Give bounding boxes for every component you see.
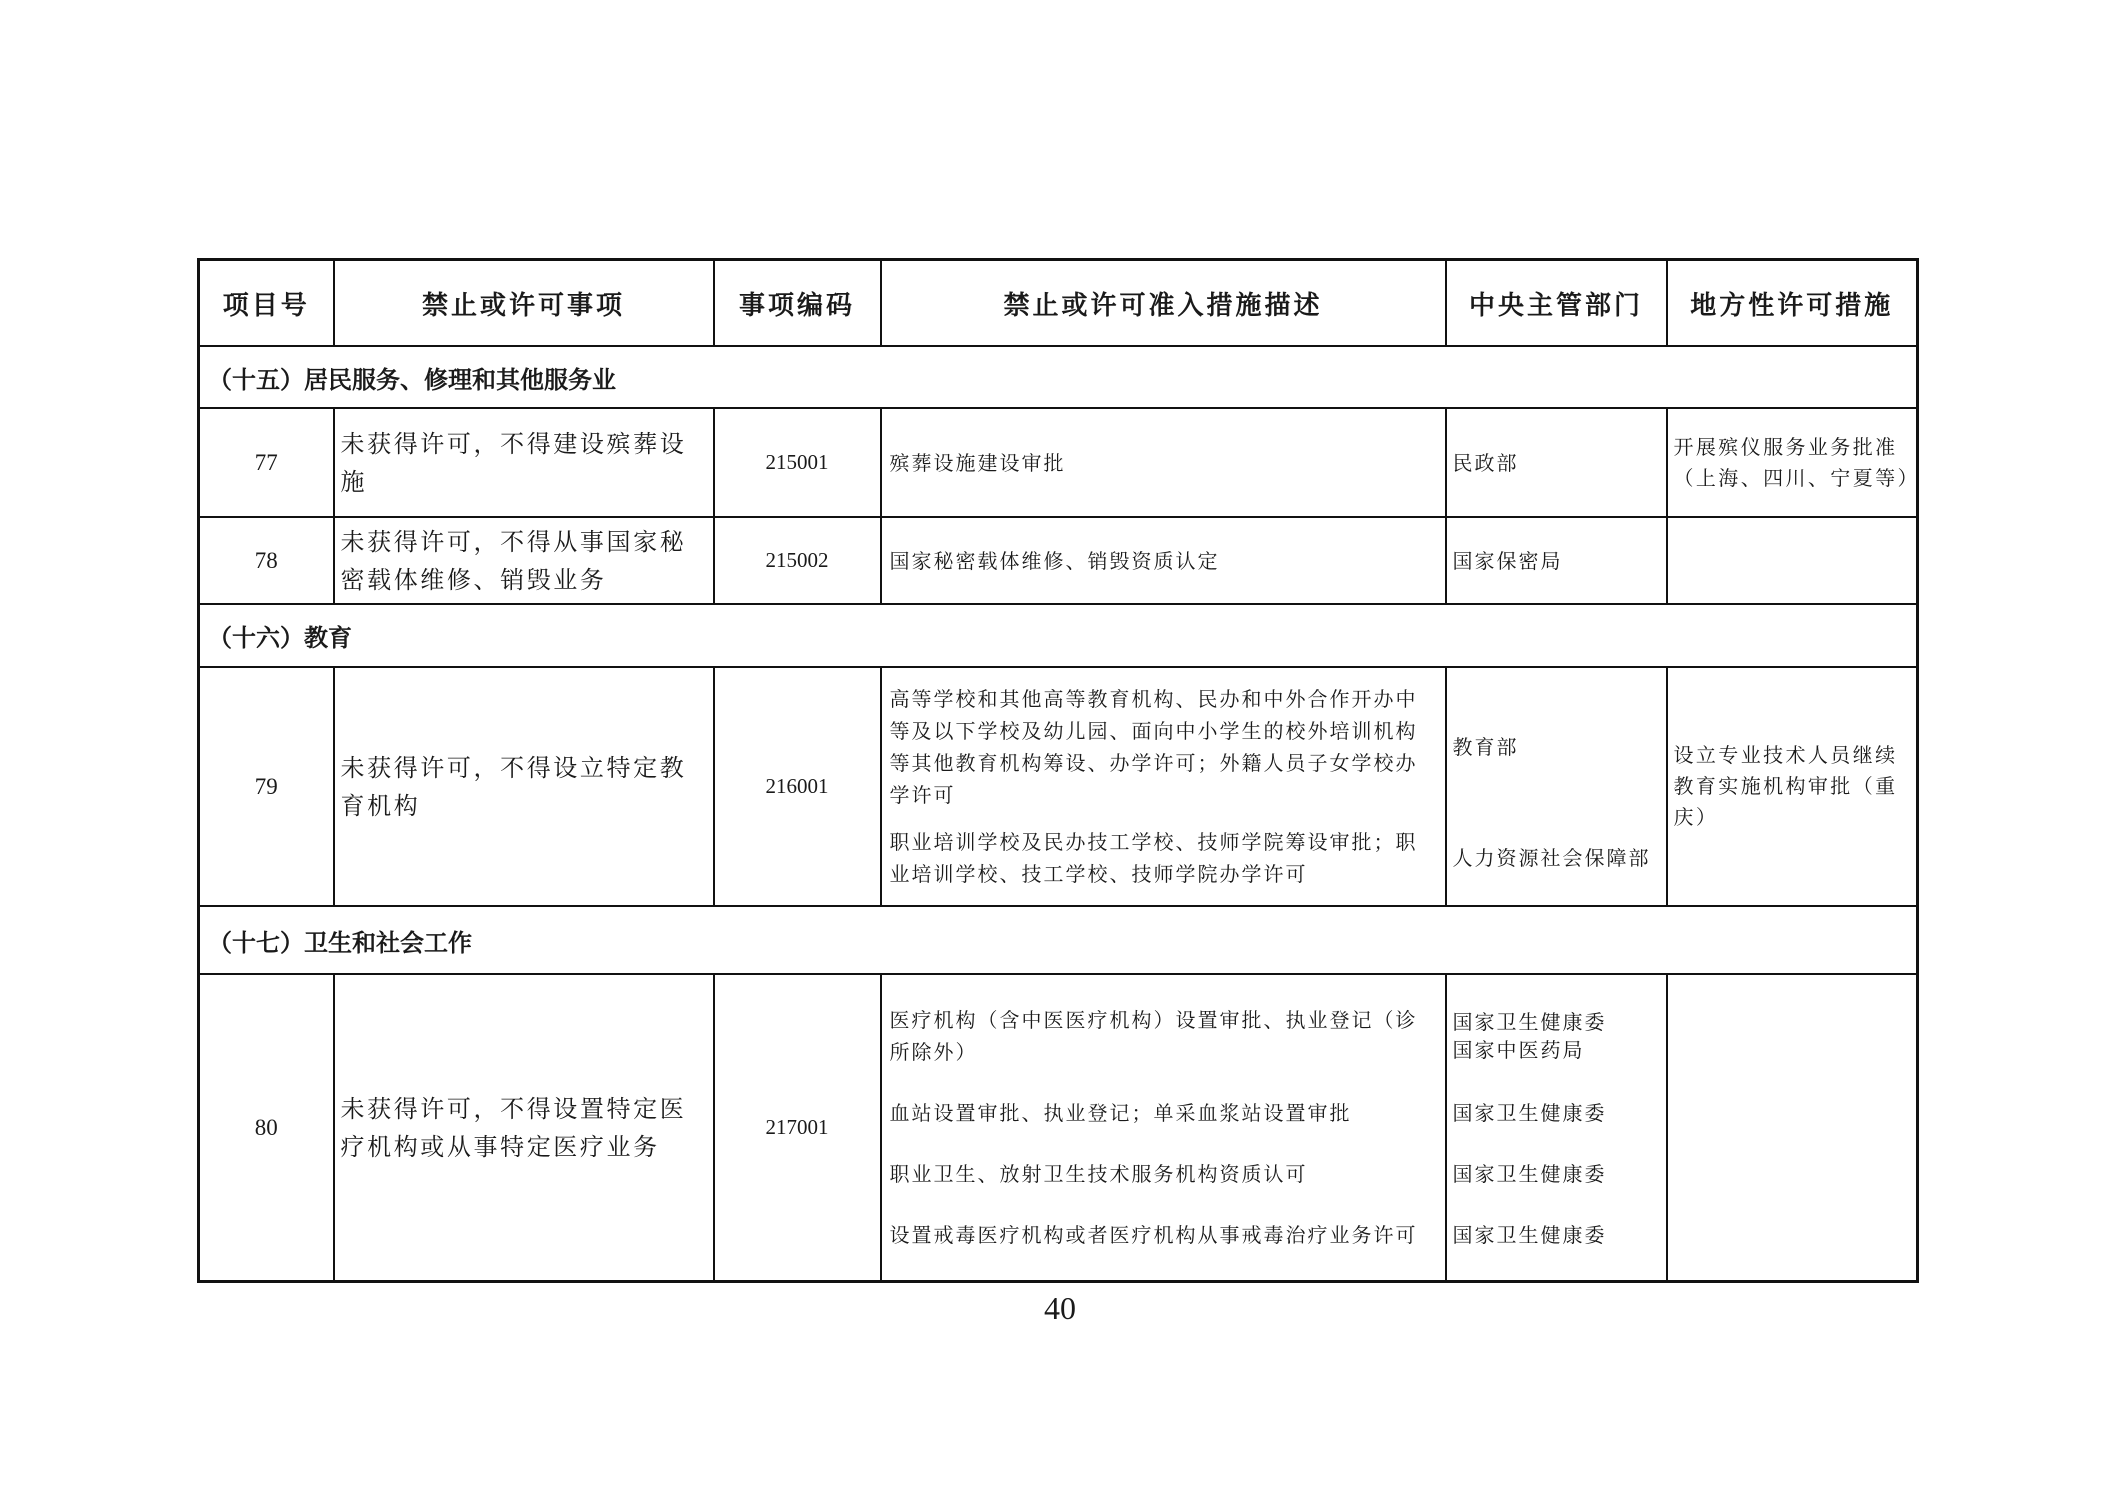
page-number: 40 — [1044, 1290, 1076, 1326]
department-name: 教育部 — [1452, 735, 1519, 759]
item-number-cell: 79 — [199, 667, 334, 906]
section-title: （十六）教育 — [199, 604, 1918, 667]
item-code-cell: 215001 — [714, 408, 881, 517]
section-title: （十七）卫生和社会工作 — [199, 906, 1918, 974]
description-entry: 国家秘密载体维修、销毁资质认定 — [889, 548, 1220, 573]
item-code-cell: 216001 — [714, 667, 881, 906]
item-code-cell: 215002 — [714, 517, 881, 604]
department-entry — [1453, 1221, 1662, 1249]
local-measure-cell: 设立专业技术人员继续教育实施机构审批（重庆） — [1667, 667, 1918, 906]
local-measure-cell — [1667, 517, 1918, 604]
table-body — [199, 346, 1918, 1282]
description-cell — [881, 974, 1446, 1282]
department-name: 国家卫生健康委 — [1452, 1162, 1607, 1186]
department-stack — [1447, 518, 1666, 603]
header-item-number: 项目号 — [199, 260, 334, 347]
permit-item-cell: 未获得许可，不得从事国家秘密载体维修、销毁业务 — [334, 517, 714, 604]
description-entry: 高等学校和其他高等教育机构、民办和中外合作开办中等及以下学校及幼儿园、面向中小学生的校外培训机构等其他教育机构筹设、办学许可；外籍人员子女学校办学许可 — [889, 687, 1418, 807]
description-cell — [881, 408, 1446, 517]
table-row — [199, 667, 1918, 906]
permit-item-cell: 未获得许可，不得建设殡葬设施 — [334, 408, 714, 517]
department-stack — [1447, 668, 1666, 905]
department-entry — [1453, 1099, 1662, 1127]
department-entry — [1453, 844, 1662, 872]
department-name: 民政部 — [1452, 451, 1519, 475]
department-name: 人力资源社会保障部 — [1452, 846, 1651, 870]
department-name: 国家保密局 — [1452, 549, 1563, 573]
department-name: 国家卫生健康委 — [1452, 1223, 1607, 1247]
description-entry: 设置戒毒医疗机构或者医疗机构从事戒毒治疗业务许可 — [889, 1223, 1418, 1247]
description-stack — [882, 975, 1445, 1280]
market-access-table — [197, 258, 1919, 1283]
department-entry — [1453, 449, 1662, 477]
local-measure-cell — [1667, 974, 1918, 1282]
table-row — [199, 517, 1918, 604]
department-entry — [1453, 733, 1662, 761]
description-cell — [881, 517, 1446, 604]
description-cell — [881, 667, 1446, 906]
description-entry: 血站设置审批、执业登记；单采血浆站设置审批 — [889, 1101, 1352, 1125]
permit-item-cell: 未获得许可，不得设置特定医疗机构或从事特定医疗业务 — [334, 974, 714, 1282]
table-row — [199, 974, 1918, 1282]
description-entry: 职业卫生、放射卫生技术服务机构资质认可 — [889, 1162, 1308, 1186]
item-number-cell: 78 — [199, 517, 334, 604]
permit-item-cell: 未获得许可，不得设立特定教育机构 — [334, 667, 714, 906]
department-name: 国家卫生健康委 — [1452, 1010, 1607, 1034]
item-number-cell: 77 — [199, 408, 334, 517]
department-entry — [1453, 547, 1662, 575]
department-cell — [1446, 974, 1667, 1282]
section-row — [199, 604, 1918, 667]
description-entry: 殡葬设施建设审批 — [889, 450, 1066, 475]
department-name: 国家中医药局 — [1452, 1038, 1585, 1062]
section-row — [199, 906, 1918, 974]
description-stack — [882, 668, 1445, 905]
header-local-measure: 地方性许可措施 — [1667, 260, 1918, 347]
header-row — [199, 260, 1918, 347]
header-description: 禁止或许可准入措施描述 — [881, 260, 1446, 347]
description-stack — [882, 409, 1445, 516]
header-item-code: 事项编码 — [714, 260, 881, 347]
description-stack — [882, 518, 1445, 603]
section-row — [199, 346, 1918, 408]
item-code-cell: 217001 — [714, 974, 881, 1282]
department-entry — [1453, 1008, 1662, 1064]
header-central-department: 中央主管部门 — [1446, 260, 1667, 347]
department-stack — [1447, 975, 1666, 1280]
department-cell — [1446, 408, 1667, 517]
department-stack — [1447, 409, 1666, 516]
department-entry — [1453, 1160, 1662, 1188]
department-cell — [1446, 517, 1667, 604]
section-title: （十五）居民服务、修理和其他服务业 — [199, 346, 1918, 408]
description-entry: 职业培训学校及民办技工学校、技师学院筹设审批；职业培训学校、技工学校、技师学院办学许可 — [889, 830, 1418, 886]
department-name: 国家卫生健康委 — [1452, 1101, 1607, 1125]
department-cell — [1446, 667, 1667, 906]
header-permit-item: 禁止或许可事项 — [334, 260, 714, 347]
description-entry: 医疗机构（含中医医疗机构）设置审批、执业登记（诊所除外） — [889, 1008, 1418, 1064]
local-measure-cell: 开展殡仪服务业务批准（上海、四川、宁夏等） — [1667, 408, 1918, 517]
table-row — [199, 408, 1918, 517]
item-number-cell: 80 — [199, 974, 334, 1282]
